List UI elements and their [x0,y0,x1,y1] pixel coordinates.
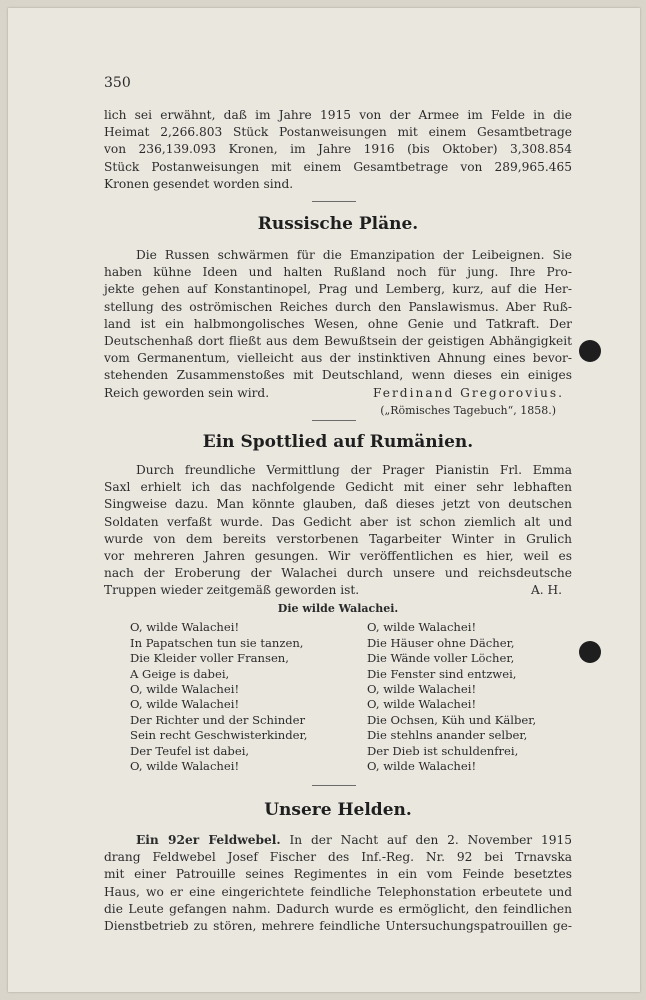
text-line: stellung des oströmischen Reiches durch den Panslawismus. Aber Ruß- [104,299,572,314]
poem-line: A Geige is dabei, [130,666,230,681]
text-line: Stück Postanweisungen mit einem Gesamtbetrage von 289,965.465 [104,159,572,174]
text-line: Truppen wieder zeitgemäß geworden ist. [104,583,360,598]
section-paragraph [104,832,572,935]
text-line: mit einer Patrouille seines Regimentes in ein vom Feinde besetztes [104,867,572,882]
text-line: Heimat 2,266.803 Stück Postanweisungen mit einem Gesamtbetrage [104,125,572,140]
signature: A. H. [530,583,562,598]
source-citation: („Römisches Tagebuch“, 1858.) [380,403,556,417]
text-line: von 236,139.093 Kronen, im Jahre 1916 (bis Oktober) 3,308.854 [104,142,572,157]
text-line [104,832,572,849]
text-line: Dienstbetrieb zu stören, mehrere feindliche Untersuchungspatrouillen ge- [104,919,572,934]
poem-line: Der Richter und der Schinder [130,712,305,727]
poem-line: O, wilde Walachei! [130,759,240,774]
text-line: Kronen gesendet worden sind. [104,176,294,191]
text-line: nach der Eroberung der Walachei durch unsere und reichsdeutsche [104,566,572,581]
poem-line: Die Fenster sind entzwei, [367,666,517,681]
page-number: 350 [104,75,131,91]
poem-stanza [130,620,303,698]
poem-line: O, wilde Walachei! [367,697,477,711]
text-line: Durch freundliche Vermittlung der Prager Pianistin Frl. Emma [136,463,572,477]
poem-line: In Papatschen tun sie tanzen, [130,635,304,650]
poem-line: Die Ochsen, Küh und Kälber, [367,712,537,727]
poem-line: Die stehlns anander selber, [367,728,528,743]
text-line: drang Feldwebel Josef Fischer des Inf.-Reg. Nr. 92 bei Trnavska [104,850,572,865]
text-line: stehenden Zusammenstoßes mit Deutschland, wenn dieses ein einiges [104,368,572,383]
text-line: Saxl erhielt ich das nachfolgende Gedicht mit einer sehr lebhaften [104,480,572,495]
text-line: die Leute gefangen nahm. Dadurch wurde es ermöglicht, den feindlichen [104,901,572,916]
poem-line: O, wilde Walachei! [130,697,240,711]
poem-line: O, wilde Walachei! [130,682,240,697]
separator-rule [312,420,356,421]
section-heading: Russische Pläne. [257,214,419,234]
separator-rule [312,201,356,202]
poem-line: Der Teufel ist dabei, [130,743,250,758]
poem-line: Die Kleider voller Fransen, [130,651,289,666]
text-line: Soldaten verfaßt wurde. Das Gedicht aber ist schon ziemlich alt und [104,514,572,529]
text-line: Haus, wo er eine eingerichtete feindliche Telephonstation erbeutete und [104,884,572,899]
poem-stanza [367,620,517,698]
text-line: land ist ein halbmongolisches Wesen, ohne Genie und Tatkraft. Der [104,316,572,331]
section-heading: Unsere Helden. [264,800,412,820]
poem-line: Der Dieb ist schuldenfrei, [367,743,519,758]
lead-text: In der Nacht auf den 2. November 1915 [289,833,572,847]
section-paragraph [104,462,572,600]
poem-line: O, wilde Walachei! [367,759,477,774]
text-line: Reich geworden sein wird. [104,385,270,400]
punch-hole-top [579,340,601,362]
section-heading: Ein Spottlied auf Rumänien. [202,432,474,452]
poem-line: O, wilde Walachei! [130,620,240,634]
poem-line: O, wilde Walachei! [367,620,477,634]
text-line: Singweise dazu. Man könnte glauben, daß dieses jetzt von deutschen [104,497,572,512]
poem-stanza [367,697,536,775]
text-line: haben kühne Ideen und halten Rußland noch für jung. Ihre Pro- [104,265,572,280]
text-line: vom Germanentum, vielleicht aus der instinktiven Ahnung eines bevor- [104,351,572,366]
poem-stanza [130,697,307,775]
poem-line: O, wilde Walachei! [367,682,477,697]
separator-rule [312,785,356,786]
text-line: vor mehreren Jahren gesungen. Wir veröffentlichen es hier, weil es [104,549,572,564]
text-line: lich sei erwähnt, daß im Jahre 1915 von der Armee im Felde in die [104,108,572,122]
poem-line: Sein recht Geschwisterkinder, [130,728,308,743]
text-line: Deutschenhaß dort fließt aus dem Bewußtsein der geistigen Abhängigkeit [104,334,572,349]
text-line: jekte gehen auf Konstantinopel, Prag und Lemberg, kurz, auf die Her- [104,282,572,297]
text-line: Die Russen schwärmen für die Emanzipation der Leibeignen. Sie [136,248,572,262]
poem-title: Die wilde Walachei. [277,602,399,615]
section-paragraph [104,247,572,419]
intro-paragraph [104,107,572,193]
poem-line: Die Häuser ohne Dächer, [367,635,515,650]
poem-line: Die Wände voller Löcher, [367,651,515,666]
author-name: Ferdinand Gregorovius. [372,385,564,400]
text-line: wurde von dem bereits verstorbenen Tagarbeiter Winter in Grulich [104,531,572,546]
lead-title: Ein 92er Feldwebel. [136,833,281,847]
punch-hole-bottom [579,641,601,663]
